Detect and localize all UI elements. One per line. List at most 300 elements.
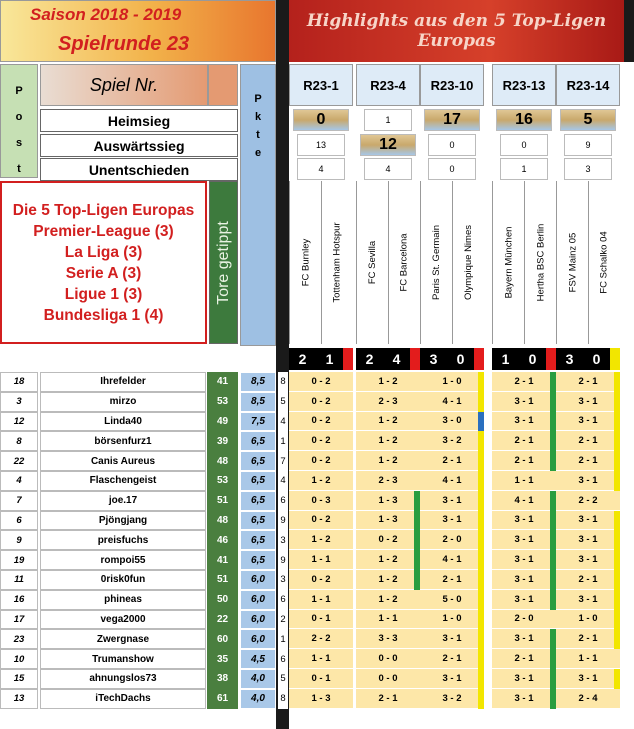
goals-tipped: 46 xyxy=(207,530,238,550)
goals-tipped: 48 xyxy=(207,511,238,531)
tip-cell: 1 - 1 xyxy=(492,471,556,491)
team-away xyxy=(388,181,420,344)
tip-marker xyxy=(478,669,484,689)
tip-cell: 1 - 2 xyxy=(356,590,420,610)
tip-marker xyxy=(614,629,620,649)
rank-cell: 7 xyxy=(0,491,38,511)
tip-cell: 3 - 1 xyxy=(556,530,620,550)
table-row xyxy=(0,372,634,392)
tip-cell: 0 - 1 xyxy=(289,669,353,689)
goals-tipped: 61 xyxy=(207,689,238,709)
rank-cell: 15 xyxy=(0,669,38,689)
tip-cell: 0 - 2 xyxy=(289,392,353,412)
match-stat-heimsieg: 1 xyxy=(364,109,412,131)
spiel-nr-label: Spiel Nr. xyxy=(40,64,208,106)
tip-cell: 4 - 1 xyxy=(420,392,484,412)
table-row xyxy=(0,649,634,669)
rank-cell: 19 xyxy=(0,550,38,570)
tip-cell: 0 - 2 xyxy=(289,451,353,471)
tip-cell: 2 - 1 xyxy=(492,451,556,471)
points-cell: 6,5 xyxy=(240,431,276,451)
tip-cell: 1 - 2 xyxy=(356,570,420,590)
result-home-goals: 1 xyxy=(501,351,510,367)
match-id-5: R23-14 xyxy=(556,64,620,106)
joker-cell: 8 xyxy=(278,689,288,709)
league-bundesliga: Bundesliga 1 (4) xyxy=(43,306,164,324)
tip-cell: 2 - 1 xyxy=(556,451,620,471)
rank-cell: 18 xyxy=(0,372,38,392)
league-ligue1: Ligue 1 (3) xyxy=(64,285,143,303)
league-premier: Premier-League (3) xyxy=(33,222,174,240)
tip-cell: 0 - 2 xyxy=(356,530,420,550)
match-result xyxy=(492,348,546,370)
tip-cell: 3 - 1 xyxy=(420,629,484,649)
tip-cell: 0 - 2 xyxy=(289,372,353,392)
vertical-letter: P xyxy=(15,85,23,97)
player-name: ahnungslos73 xyxy=(40,669,206,689)
match-stat-unentschieden: 4 xyxy=(364,158,412,180)
table-row xyxy=(0,471,634,491)
table-row xyxy=(0,590,634,610)
pkte-label xyxy=(241,65,275,159)
match-stat-heimsieg: 5 xyxy=(560,109,616,131)
goals-tipped: 41 xyxy=(207,372,238,392)
tip-marker xyxy=(614,570,620,590)
banner-edge xyxy=(624,0,634,62)
result-row-spacer xyxy=(0,346,276,372)
tip-cell: 2 - 1 xyxy=(420,649,484,669)
tip-marker xyxy=(478,412,484,432)
match-result xyxy=(289,348,343,370)
vertical-letter: k xyxy=(254,111,262,123)
tip-marker xyxy=(614,669,620,689)
points-cell: 6,0 xyxy=(240,590,276,610)
match-stat-unentschieden: 4 xyxy=(297,158,345,180)
tip-marker xyxy=(478,471,484,491)
spiel-nr-accent xyxy=(208,64,238,106)
team-away xyxy=(321,181,353,344)
table-row xyxy=(0,530,634,550)
rank-cell: 6 xyxy=(0,511,38,531)
points-cell: 6,5 xyxy=(240,471,276,491)
leagues-title: Die 5 Top-Ligen Europas xyxy=(12,201,195,219)
points-cell: 6,0 xyxy=(240,570,276,590)
player-name: Linda40 xyxy=(40,412,206,432)
table-row xyxy=(0,610,634,630)
result-home-goals: 3 xyxy=(565,351,574,367)
tip-cell: 3 - 1 xyxy=(492,392,556,412)
joker-cell: 2 xyxy=(278,610,288,630)
tip-cell: 3 - 1 xyxy=(492,511,556,531)
tip-marker xyxy=(478,570,484,590)
team-name: Bayern München xyxy=(503,226,515,299)
match-stat-unentschieden: 3 xyxy=(564,158,612,180)
joker-cell: 6 xyxy=(278,649,288,669)
tip-cell: 2 - 1 xyxy=(492,372,556,392)
post-label xyxy=(1,65,37,175)
team-away xyxy=(524,181,556,344)
round-title: Spielrunde 23 xyxy=(58,33,190,55)
tip-cell: 2 - 1 xyxy=(492,649,556,669)
goals-tipped: 39 xyxy=(207,431,238,451)
tip-cell: 2 - 1 xyxy=(356,689,420,709)
joker-cell: 5 xyxy=(278,669,288,689)
points-cell: 8,5 xyxy=(240,372,276,392)
result-marker xyxy=(474,348,484,370)
match-result xyxy=(556,348,610,370)
goals-tipped: 38 xyxy=(207,669,238,689)
points-cell: 6,5 xyxy=(240,511,276,531)
team-name: Tottenham Hotspur xyxy=(332,222,344,303)
table-row xyxy=(0,629,634,649)
player-name: Pjöngjang xyxy=(40,511,206,531)
player-name: Canis Aureus xyxy=(40,451,206,471)
tip-marker xyxy=(614,511,620,531)
tip-cell: 3 - 1 xyxy=(492,530,556,550)
player-name: rompoi55 xyxy=(40,550,206,570)
vertical-letter: P xyxy=(254,93,262,105)
vertical-letter: e xyxy=(254,147,262,159)
rank-cell: 17 xyxy=(0,610,38,630)
tip-marker xyxy=(614,590,620,610)
joker-cell: 6 xyxy=(278,491,288,511)
joker-cell: 9 xyxy=(278,550,288,570)
tip-cell: 1 - 3 xyxy=(356,511,420,531)
result-marker xyxy=(343,348,353,370)
tip-cell: 1 - 2 xyxy=(356,550,420,570)
match-stat-auswaerts: 12 xyxy=(360,134,416,156)
tip-cell: 0 - 2 xyxy=(289,412,353,432)
tip-cell: 3 - 1 xyxy=(492,550,556,570)
tip-cell: 1 - 2 xyxy=(289,530,353,550)
points-cell: 4,0 xyxy=(240,689,276,709)
tip-cell: 1 - 1 xyxy=(289,649,353,669)
heimsieg-label: Heimsieg xyxy=(40,109,238,132)
team-name: FC Barcelona xyxy=(399,233,410,292)
tip-cell: 0 - 0 xyxy=(356,669,420,689)
team-away xyxy=(588,181,620,344)
tip-cell: 3 - 3 xyxy=(356,629,420,649)
points-cell: 6,0 xyxy=(240,629,276,649)
tip-cell: 3 - 1 xyxy=(556,392,620,412)
tip-cell: 1 - 0 xyxy=(420,610,484,630)
tip-cell: 3 - 1 xyxy=(556,412,620,432)
tip-cell: 1 - 2 xyxy=(356,372,420,392)
tip-cell: 2 - 2 xyxy=(289,629,353,649)
tip-cell: 2 - 3 xyxy=(356,392,420,412)
tip-marker xyxy=(478,590,484,610)
table-row xyxy=(0,511,634,531)
table-row xyxy=(0,689,634,709)
table-row xyxy=(0,431,634,451)
player-name: Flaschengeist xyxy=(40,471,206,491)
tip-cell: 3 - 1 xyxy=(492,689,556,709)
rank-cell: 13 xyxy=(0,689,38,709)
tore-getippt-header xyxy=(209,181,238,344)
tip-marker xyxy=(478,610,484,630)
tip-marker xyxy=(478,629,484,649)
player-name: börsenfurz1 xyxy=(40,431,206,451)
tip-cell: 3 - 1 xyxy=(556,550,620,570)
player-name: 0risk0fun xyxy=(40,570,206,590)
joker-cell: 1 xyxy=(278,629,288,649)
tip-cell: 1 - 2 xyxy=(356,431,420,451)
joker-cell: 8 xyxy=(278,372,288,392)
joker-cell: 6 xyxy=(278,590,288,610)
tip-marker xyxy=(478,491,484,511)
rank-cell: 22 xyxy=(0,451,38,471)
tip-cell: 1 - 1 xyxy=(289,550,353,570)
points-cell: 4,0 xyxy=(240,669,276,689)
match-stat-auswaerts: 9 xyxy=(564,134,612,156)
table-row xyxy=(0,570,634,590)
tip-cell: 1 - 0 xyxy=(556,610,620,630)
match-id-3: R23-10 xyxy=(420,64,484,106)
tip-cell: 3 - 1 xyxy=(556,471,620,491)
tip-cell: 2 - 1 xyxy=(556,629,620,649)
tip-marker xyxy=(614,412,620,432)
tip-marker xyxy=(478,372,484,392)
match-id-1: R23-1 xyxy=(289,64,353,106)
table-row xyxy=(0,412,634,432)
post-column-header xyxy=(0,64,38,178)
player-name: mirzo xyxy=(40,392,206,412)
player-name: vega2000 xyxy=(40,610,206,630)
rank-cell: 8 xyxy=(0,431,38,451)
tip-cell: 2 - 4 xyxy=(556,689,620,709)
joker-cell: 7 xyxy=(278,451,288,471)
goals-tipped: 53 xyxy=(207,471,238,491)
rank-cell: 4 xyxy=(0,471,38,491)
match-id-2: R23-4 xyxy=(356,64,420,106)
table-row xyxy=(0,550,634,570)
table-row xyxy=(0,451,634,471)
rank-cell: 9 xyxy=(0,530,38,550)
vertical-letter: t xyxy=(17,163,21,175)
tip-cell: 3 - 1 xyxy=(420,511,484,531)
joker-cell: 1 xyxy=(278,431,288,451)
tip-cell: 3 - 1 xyxy=(420,491,484,511)
tip-cell: 3 - 1 xyxy=(556,590,620,610)
joker-cell: 3 xyxy=(278,570,288,590)
team-name: FC Burnley xyxy=(300,238,312,287)
tip-cell: 0 - 2 xyxy=(289,511,353,531)
result-marker xyxy=(546,348,556,370)
goals-tipped: 22 xyxy=(207,610,238,630)
tip-cell: 3 - 1 xyxy=(492,590,556,610)
table-row xyxy=(0,392,634,412)
result-marker xyxy=(410,348,420,370)
points-cell: 6,5 xyxy=(240,491,276,511)
tip-cell: 2 - 0 xyxy=(420,530,484,550)
match-stat-auswaerts: 0 xyxy=(500,134,548,156)
unentschieden-label: Unentschieden xyxy=(40,158,238,181)
result-away-goals: 0 xyxy=(592,351,601,367)
tip-cell: 2 - 1 xyxy=(492,431,556,451)
rank-cell: 3 xyxy=(0,392,38,412)
vertical-letter: t xyxy=(256,129,260,141)
team-name: Olympique Nimes xyxy=(463,225,474,300)
team-name: FC Schalko 04 xyxy=(599,231,610,294)
tip-cell: 0 - 1 xyxy=(289,610,353,630)
result-away-goals: 0 xyxy=(456,351,465,367)
match-stat-auswaerts: 13 xyxy=(297,134,345,156)
result-marker xyxy=(610,348,620,370)
tip-cell: 3 - 1 xyxy=(492,669,556,689)
team-home xyxy=(556,181,588,344)
vertical-letter: o xyxy=(15,111,23,123)
tip-cell: 1 - 1 xyxy=(289,590,353,610)
tip-marker xyxy=(478,530,484,550)
league-seriea: Serie A (3) xyxy=(65,264,142,282)
points-cell: 6,5 xyxy=(240,451,276,471)
tip-cell: 3 - 1 xyxy=(556,511,620,531)
joker-cell: 4 xyxy=(278,412,288,432)
player-name: joe.17 xyxy=(40,491,206,511)
tip-cell: 3 - 2 xyxy=(420,431,484,451)
leagues-box xyxy=(0,181,207,344)
goals-tipped: 35 xyxy=(207,649,238,669)
goals-tipped: 48 xyxy=(207,451,238,471)
tip-cell: 2 - 2 xyxy=(556,491,620,511)
tip-cell: 2 - 0 xyxy=(492,610,556,630)
player-name: Zwergnase xyxy=(40,629,206,649)
tip-marker xyxy=(614,372,620,392)
tip-marker xyxy=(478,451,484,471)
team-home xyxy=(289,181,321,344)
tip-cell: 3 - 1 xyxy=(556,669,620,689)
tip-cell: 4 - 1 xyxy=(492,491,556,511)
rank-cell: 16 xyxy=(0,590,38,610)
match-stat-unentschieden: 0 xyxy=(428,158,476,180)
tip-cell: 4 - 1 xyxy=(420,471,484,491)
goals-tipped: 41 xyxy=(207,550,238,570)
player-name: Ihrefelder xyxy=(40,372,206,392)
team-name: Hertha BSC Berlin xyxy=(535,223,546,302)
tip-cell: 3 - 1 xyxy=(492,412,556,432)
tip-cell: 2 - 1 xyxy=(556,431,620,451)
goals-tipped: 53 xyxy=(207,392,238,412)
league-laliga: La Liga (3) xyxy=(64,243,143,261)
team-name: FSV Mainz 05 xyxy=(567,232,579,293)
tip-marker xyxy=(478,511,484,531)
match-stat-heimsieg: 0 xyxy=(293,109,349,131)
goals-tipped: 49 xyxy=(207,412,238,432)
team-home xyxy=(356,181,388,344)
tip-cell: 0 - 3 xyxy=(289,491,353,511)
tip-cell: 3 - 1 xyxy=(492,570,556,590)
points-cell: 4,5 xyxy=(240,649,276,669)
points-cell: 6,0 xyxy=(240,610,276,630)
goals-tipped: 60 xyxy=(207,629,238,649)
player-name: Trumanshow xyxy=(40,649,206,669)
player-name: preisfuchs xyxy=(40,530,206,550)
tip-marker xyxy=(614,471,620,491)
points-cell: 8,5 xyxy=(240,392,276,412)
joker-cell: 5 xyxy=(278,392,288,412)
team-name: FC Sevilla xyxy=(367,240,379,285)
points-cell: 6,5 xyxy=(240,550,276,570)
result-away-goals: 4 xyxy=(392,351,401,367)
match-stat-auswaerts: 0 xyxy=(428,134,476,156)
match-stat-heimsieg: 16 xyxy=(496,109,552,131)
tip-marker xyxy=(478,689,484,709)
tip-marker xyxy=(614,392,620,412)
rank-cell: 10 xyxy=(0,649,38,669)
result-home-goals: 3 xyxy=(429,351,438,367)
match-stat-heimsieg: 17 xyxy=(424,109,480,131)
team-home xyxy=(420,181,452,344)
tip-marker xyxy=(478,550,484,570)
tip-cell: 3 - 1 xyxy=(492,629,556,649)
result-home-goals: 2 xyxy=(365,351,374,367)
tip-cell: 1 - 1 xyxy=(556,649,620,669)
team-home xyxy=(492,181,524,344)
table-row xyxy=(0,491,634,511)
result-away-goals: 1 xyxy=(325,351,334,367)
joker-cell: 3 xyxy=(278,530,288,550)
tip-marker xyxy=(614,610,620,630)
vertical-letter: s xyxy=(15,137,23,149)
points-cell: 7,5 xyxy=(240,412,276,432)
player-name: phineas xyxy=(40,590,206,610)
tip-cell: 2 - 1 xyxy=(556,570,620,590)
tip-marker xyxy=(614,530,620,550)
tip-marker xyxy=(478,649,484,669)
tip-marker xyxy=(478,431,484,451)
tip-cell: 3 - 2 xyxy=(420,689,484,709)
tip-cell: 5 - 0 xyxy=(420,590,484,610)
tip-cell: 2 - 1 xyxy=(420,451,484,471)
tip-cell: 1 - 0 xyxy=(420,372,484,392)
tip-marker xyxy=(614,451,620,471)
tip-cell: 1 - 2 xyxy=(356,451,420,471)
season-title: Saison 2018 - 2019 xyxy=(30,5,182,24)
joker-cell: 4 xyxy=(278,471,288,491)
tip-cell: 0 - 0 xyxy=(356,649,420,669)
tip-marker xyxy=(614,550,620,570)
table-row xyxy=(0,669,634,689)
tip-cell: 0 - 2 xyxy=(289,570,353,590)
tip-cell: 2 - 1 xyxy=(420,570,484,590)
tip-cell: 1 - 3 xyxy=(356,491,420,511)
rank-cell: 11 xyxy=(0,570,38,590)
tip-cell: 1 - 1 xyxy=(356,610,420,630)
highlights-title: Highlights aus den 5 Top-Ligen Europas xyxy=(306,11,607,51)
tip-cell: 2 - 1 xyxy=(556,372,620,392)
tip-cell: 2 - 3 xyxy=(356,471,420,491)
team-away xyxy=(452,181,484,344)
tip-cell: 3 - 0 xyxy=(420,412,484,432)
match-result xyxy=(420,348,474,370)
goals-tipped: 51 xyxy=(207,570,238,590)
tip-cell: 3 - 1 xyxy=(420,669,484,689)
result-home-goals: 2 xyxy=(298,351,307,367)
points-cell: 6,5 xyxy=(240,530,276,550)
goals-tipped: 50 xyxy=(207,590,238,610)
joker-cell: 9 xyxy=(278,511,288,531)
result-away-goals: 0 xyxy=(528,351,537,367)
goals-tipped: 51 xyxy=(207,491,238,511)
tip-cell: 1 - 3 xyxy=(289,689,353,709)
tip-cell: 1 - 2 xyxy=(356,412,420,432)
team-name: Paris St. Germain xyxy=(431,225,442,300)
auswaertssieg-label: Auswärtssieg xyxy=(40,134,238,157)
tore-getippt-label: Tore getippt xyxy=(214,220,232,305)
match-result xyxy=(356,348,410,370)
tip-cell: 1 - 2 xyxy=(289,471,353,491)
tip-cell: 4 - 1 xyxy=(420,550,484,570)
